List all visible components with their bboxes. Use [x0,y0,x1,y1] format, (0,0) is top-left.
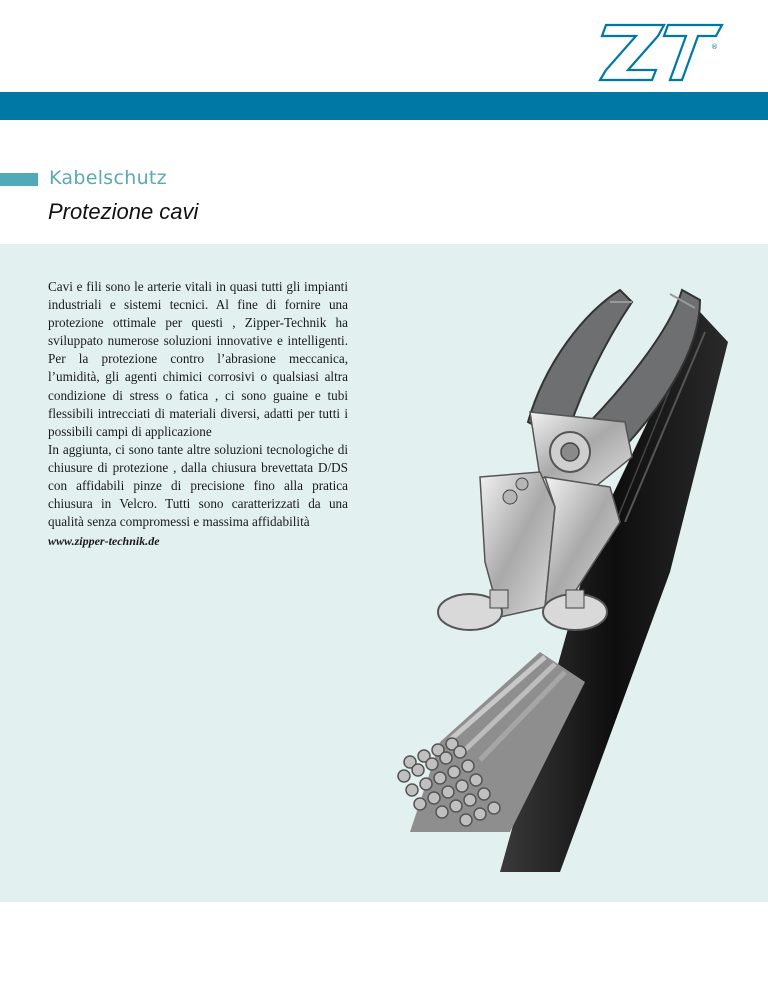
header-bar [0,92,768,120]
accent-block [0,173,38,186]
page-title: Protezione cavi [48,199,199,224]
registered-mark: ® [711,43,718,51]
body-text [48,278,348,550]
website-link[interactable]: www.zipper-technik.de [48,534,160,549]
paragraph-intro: Cavi e fili sono le arterie vitali in quasi tutti gli impianti industriali e sistemi tecnici. Al fine di fornire una protezione ottimale per questi , Zipper-Technik ha sviluppato numerose soluzioni innovative e intelligenti. Per la protezione contro l’abrasione meccanica, l’umidità, gli agenti chimici corrosivi o qualsiasi altra condizione di stress o fatica , ci sono guaine e tubi flessibili intrecciati di materiali diversi, adatti per tutti i possibili campi di applicazione [48,279,348,439]
zt-logo [598,22,726,84]
product-photo [370,272,730,892]
paragraph-closures: In aggiunta, ci sono tante altre soluzioni tecnologiche di chiusure di protezione , dalla chiusura brevettata D/DS con affidabili pinze di precisione fino alla pratica chiusura in Velcro. Tutti sono caratterizzati da una qualità senza compromessi e massima affidabilità [48,441,348,530]
section-kicker: Kabelschutz [49,167,167,189]
